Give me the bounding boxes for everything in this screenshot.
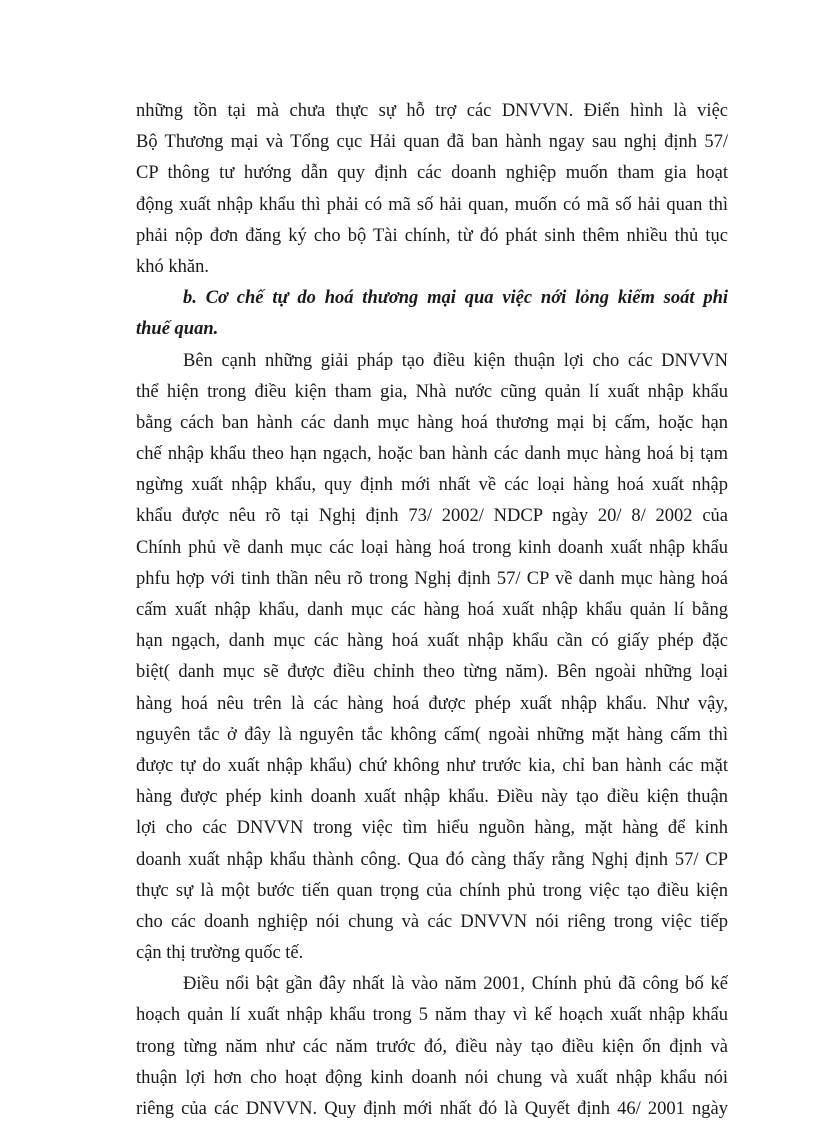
text-line: riêng của các DNVVN. Quy định mới nhất đó là Quyết định 46/ 2001 ngày [136, 1099, 728, 1119]
text-line: những tồn tại mà chưa thực sự hỗ trợ các DNVVN. Điển hình là việc [136, 101, 728, 121]
text-line: CP thông tư hướng dẫn quy định các doanh nghiệp muốn tham gia hoạt [136, 163, 728, 184]
text-line: khó khăn. [136, 256, 209, 277]
text-line: thuận lợi hơn cho hoạt động kinh doanh nói chung và xuất nhập khẩu nói [136, 1067, 728, 1088]
text-line: phfu hợp với tinh thần nêu rõ trong Nghị định 57/ CP về danh mục hàng hoá [136, 568, 728, 589]
text-line: cận thị trường quốc tế. [136, 943, 304, 964]
section-heading: thuế quan. [136, 319, 219, 340]
text-line: thực sự là một bước tiến quan trọng của chính phủ trong việc tạo điều kiện [136, 880, 728, 901]
text-line: trong từng năm như các năm trước đó, điều này tạo điều kiện ổn định và [136, 1036, 728, 1057]
text-line: hạn ngạch, danh mục các hàng hoá xuất nhập khẩu cần có giấy phép đặc [136, 631, 728, 652]
text-line: hoạch quản lí xuất nhập khẩu trong 5 năm thay vì kế hoạch xuất nhập khẩu [136, 1005, 728, 1026]
document-page [136, 96, 728, 1125]
text-line: cấm xuất nhập khẩu, danh mục các hàng hoá xuất nhập khẩu quản lí bằng [136, 600, 728, 620]
section-heading: b. Cơ chế tự do hoá thương mại qua việc nới lỏng kiểm soát phi [183, 288, 728, 309]
text-line: chế nhập khẩu theo hạn ngạch, hoặc ban hành các danh mục hàng hoá bị tạm [136, 444, 728, 465]
text-line: hàng được phép kinh doanh xuất nhập khẩu. Điều này tạo điều kiện thuận [136, 787, 728, 808]
text-line: bằng cách ban hành các danh mục hàng hoá thương mại bị cấm, hoặc hạn [136, 412, 728, 433]
text-line: phải nộp đơn đăng ký cho bộ Tài chính, từ đó phát sinh thêm nhiều thủ tục [136, 225, 728, 246]
text-line: doanh xuất nhập khẩu thành công. Qua đó càng thấy rằng Nghị định 57/ CP [136, 849, 728, 870]
text-line: Chính phủ về danh mục các loại hàng hoá trong kinh doanh xuất nhập khẩu [136, 537, 728, 558]
text-line: lợi cho các DNVVN trong việc tìm hiểu nguồn hàng, mặt hàng để kinh [136, 818, 728, 839]
text-line: ngừng xuất nhập khẩu, quy định mới nhất về các loại hàng hoá xuất nhập [136, 475, 728, 496]
text-line: động xuất nhập khẩu thì phải có mã số hải quan, muốn có mã số hải quan thì [136, 194, 728, 215]
text-line: cho các doanh nghiệp nói chung và các DNVVN nói riêng trong việc tiếp [136, 911, 728, 932]
text-line: được tự do xuất nhập khẩu) chứ không như trước kia, chỉ ban hành các mặt [136, 755, 728, 776]
text-line: Bộ Thương mại và Tổng cục Hải quan đã ban hành ngay sau nghị định 57/ [136, 132, 728, 153]
text-line: nguyên tắc ở đây là nguyên tắc không cấm( ngoài những mặt hàng cấm thì [136, 724, 728, 745]
text-line: biệt( danh mục sẽ được điều chỉnh theo từng năm). Bên ngoài những loại [136, 662, 728, 683]
text-line: hàng hoá nêu trên là các hàng hoá được phép xuất nhập khẩu. Như vậy, [136, 693, 728, 714]
text-line: khẩu được nêu rõ tại Nghị định 73/ 2002/ NDCP ngày 20/ 8/ 2002 của [136, 506, 728, 527]
text-line: Điều nổi bật gần đây nhất là vào năm 2001, Chính phủ đã công bố kế [183, 974, 728, 995]
text-line: thể hiện trong điều kiện tham gia, Nhà nước cũng quản lí xuất nhập khẩu [136, 381, 728, 402]
text-line: Bên cạnh những giải pháp tạo điều kiện thuận lợi cho các DNVVN [183, 350, 728, 371]
